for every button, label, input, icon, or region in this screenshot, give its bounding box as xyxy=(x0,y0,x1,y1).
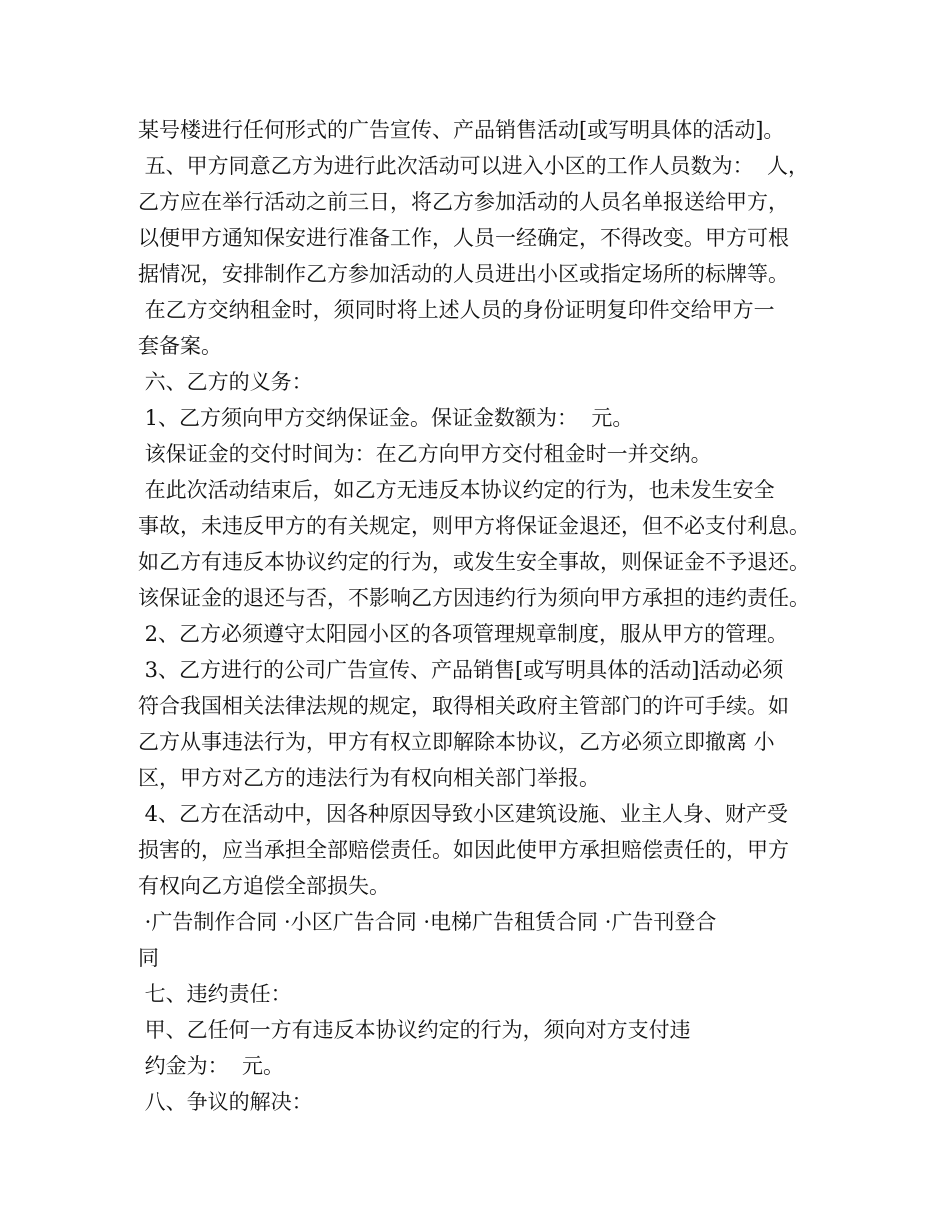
text-line: 该保证金的退还与否，不影响乙方因违约行为须向甲方承担的违约责任。 xyxy=(138,586,810,610)
text-line: 套备案。 xyxy=(138,334,222,358)
related-links-line: ·广告制作合同 ·小区广告合同 ·电梯广告租赁合同 ·广告刊登合 xyxy=(138,910,717,934)
text-line: 该保证金的交付时间为：在乙方向甲方交付租金时一并交纳。 xyxy=(138,442,712,466)
text-line: 在乙方交纳租金时，须同时将上述人员的身份证明复印件交给甲方一 xyxy=(138,298,775,322)
text-line: 某号楼进行任何形式的广告宣传、产品销售活动[或写明具体的活动]。 xyxy=(138,118,785,142)
text-line: 乙方应在举行活动之前三日，将乙方参加活动的人员名单报送给甲方， xyxy=(138,190,789,214)
text-line: 2、乙方必须遵守太阳园小区的各项管理规章制度，服从甲方的管理。 xyxy=(138,622,789,646)
text-line: 有权向乙方追偿全部损失。 xyxy=(138,874,390,898)
text-line: 事故，未违反甲方的有关规定，则甲方将保证金退还，但不必支付利息。 xyxy=(138,514,810,538)
text-line: 在此次活动结束后，如乙方无违反本协议约定的行为，也未发生安全 xyxy=(138,478,775,502)
text-line: 损害的，应当承担全部赔偿责任。如因此使甲方承担赔偿责任的，甲方 xyxy=(138,838,789,862)
text-line: 以便甲方通知保安进行准备工作，人员一经确定，不得改变。甲方可根 xyxy=(138,226,789,250)
related-links-line: 同 xyxy=(138,946,159,970)
text-line: 甲、乙任何一方有违反本协议约定的行为，须向对方支付违 xyxy=(138,1018,691,1042)
text-line: 据情况，安排制作乙方参加活动的人员进出小区或指定场所的标牌等。 xyxy=(138,262,789,286)
text-line: 区，甲方对乙方的违法行为有权向相关部门举报。 xyxy=(138,766,600,790)
text-line: 如乙方有违反本协议约定的行为，或发生安全事故，则保证金不予退还。 xyxy=(138,550,810,574)
section-heading: 七、违约责任： xyxy=(138,982,292,1006)
document-body xyxy=(138,112,838,1120)
text-line: 五、甲方同意乙方为进行此次活动可以进入小区的工作人员数为： 人， xyxy=(138,154,810,178)
text-line: 乙方从事违法行为，甲方有权立即解除本协议，乙方必须立即撤离 小 xyxy=(138,730,775,754)
text-line: 约金为： 元。 xyxy=(138,1054,285,1078)
section-heading: 八、争议的解决： xyxy=(138,1090,313,1114)
text-line: 4、乙方在活动中，因各种原因导致小区建筑设施、业主人身、财产受 xyxy=(138,802,789,826)
text-line: 3、乙方进行的公司广告宣传、产品销售[或写明具体的活动]活动必须 xyxy=(138,658,784,682)
text-line: 符合我国相关法律法规的规定，取得相关政府主管部门的许可手续。如 xyxy=(138,694,789,718)
text-line: 1、乙方须向甲方交纳保证金。保证金数额为： 元。 xyxy=(138,406,634,430)
section-heading: 六、乙方的义务： xyxy=(138,370,313,394)
